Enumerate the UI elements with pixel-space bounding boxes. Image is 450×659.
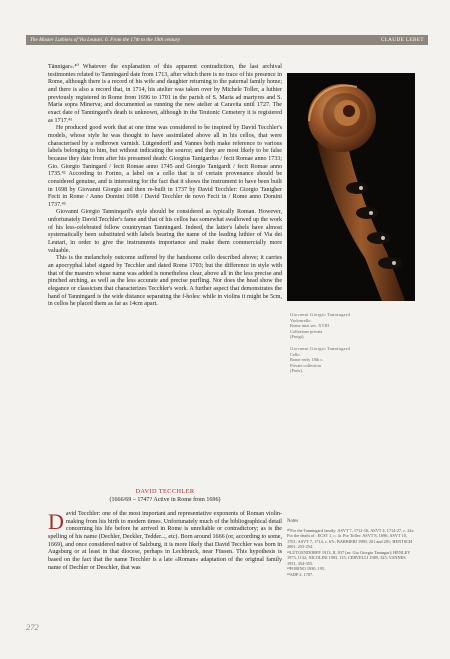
caption-line: (Paris). (290, 368, 303, 373)
running-header-author: CLAUDE LEBET (380, 37, 424, 43)
body-paragraph: This is the melancholy outcome suffered by the handsome cello described above; it carries an apocryphal label signed by Tecchler and dated Rome 1703; but the difference in style with that of the maestro whose name was added is nonetheless clear, above all in the less precise and pinched arching, as well as the less accurate and precise purfling. Nor does the head show the elegance or classicism that characterizes Tecchler's work. A further aspect that demonstrates the hand of Tanningard is the wide distance separating the f-holes: while in violins it might be 5cm, in cellos he placed them as far as 14cm apart. (48, 255, 282, 308)
photo-caption-english (290, 346, 410, 374)
caption-maker: Giovanni Giorgio Tanningard (290, 312, 351, 317)
section-text (48, 511, 282, 572)
running-header (26, 35, 428, 45)
caption-line: Cello. (290, 351, 301, 357)
section-subheading: (1666/69 – 1747? Active in Rome from 1696) (109, 497, 221, 503)
caption-line: Roma inizi sec. XVIII (290, 323, 330, 328)
body-paragraph: Tännigar».⁴⁰ Whatever the explanation of this apparent contradiction, the last archival testimonies related to Tanningard date from 1713, after which there is no trace of his presence in Rome, although there is a record of his wife and daughter returning to the paternal family home; and there is also a record that, in 1714, his atelier was taken over by Michele Toller, a luthier previously registered in Rome from 1696 to 1701 in the parish of S. Maria ad martyres and S. Maria sopra Minerva; and documented as running the new atelier at Caravita until 1727. The exact date of Tanningard's death is unknown, although in the Teutonic Cemetery it is registered as 1717.⁴¹ (48, 64, 282, 124)
main-text-column (48, 64, 282, 309)
notes-heading: Notes (287, 519, 299, 524)
footnote: ⁴³ADP 2, 1707. (287, 571, 314, 577)
footnote: ⁴¹LÜTGENDORFF 1913, II, 837 [as: Gio Giorgio Taningar]; HENLEY 1973, 1132; NICOLINI 1993, 115; CERVELLI 1989, 325; VANNES 1951, 354-355. (287, 549, 411, 566)
caption-line: Rome early 18th c. (290, 357, 324, 362)
cello-scroll-photo (287, 73, 415, 301)
body-paragraph: Giovanni Giorgio Tanninqard's style should be considered as typically Roman. However, unfortunately David Tecchler's fame and that of his cellos has somewhat swallowed up the work of his less-celebrated fellow countryman Tanningard. Indeed, the latter's labels have almost systematically been substituted with labels bearing the name of the leading luthier of Via dei Leutari, in order to give the instruments importance and make them commercially more valuable. (48, 209, 282, 254)
section-paragraph: avid Tecchler: one of the most important and representative exponents of Roman violin-making from his birth to modern times. Unfortunately much of the bibliographical detail concerning his life before he arrived in Rome is unreliable or contradictory; as is the spelling of his name (Dechler, Deckler, Tedder..., etc). Born around 1666 (or, according to some, 1669), and once considered native of Salzburg, it is more likely that David Tecchler was born in Augsburg or at least in that diocese, perhaps in Lechbruck, near Füssen. This hypothesis is based on the fact that the name Tecchler is a late «Roman» adaptation of the original family name of Dechler or Deschler, that was (48, 511, 282, 571)
footnotes (287, 519, 415, 577)
footnote: ⁴²FORINO 1930, 195. (287, 566, 326, 571)
section-heading: DAVID TECCHLER (135, 488, 195, 495)
caption-line: Collezione privata (290, 328, 323, 334)
body-paragraph: He produced good work that at one time was considered to be inspired by David Tecchler's models, whose style he was thought to have assimilated above all in his cellos, that were characterised by a redbrown varnish. Lütgendorff and Vannes both make reference to various labels belonging to him, but without indicating the source; and they are most likely to be false because they date from after his presumed death: Giorgius Tanigardus / fecit Romae anno 1733; Gio. Giorgio Taningard / fecit Romae anno 1745 and Giorgio Tanigardi / fecit Romae anno 1735.⁴² According to Forino, a label on a cello that is of certain provenance should be considered genuine, and is interesting for the fact that it shows the instrument to have been built in 1698 by Giovanni Giorgio and then re-built in 1737 by David Tecchler: Giorgio Tanigher Fecit in Rome / Anno Domini 1698 / David Tecchler de novo Fecit in / Rome anno Domini 1737.⁴³ (48, 125, 282, 208)
page-number: 272 (26, 622, 39, 632)
drop-cap: D (48, 509, 64, 534)
caption-maker: Giovanni Giorgio Tanningard (290, 346, 351, 351)
running-header-title: The Master Luthiers of Via Leutari. 6. From the 17th to the 19th century (30, 37, 180, 43)
cello-scroll-image (287, 73, 415, 301)
caption-line: Violoncello. (290, 317, 312, 323)
photo-caption-italian (290, 312, 410, 340)
caption-line: Private collection (290, 362, 321, 368)
footnote: ⁴⁰For the Tanningard family: ASVT 7, 1712-16; ASVT 4, 1714-27, c. 24v. For the death of : ECST 1, c. 4r. For Toller: ASVT 8, 1696; ASVT 10, 1701; ASVT 7, 1714, c. 67r; BARBIERI 1989, 201 and 201; HENTSCH 2001, 253-254. (287, 527, 415, 549)
caption-line: (Parigi). (290, 334, 305, 339)
